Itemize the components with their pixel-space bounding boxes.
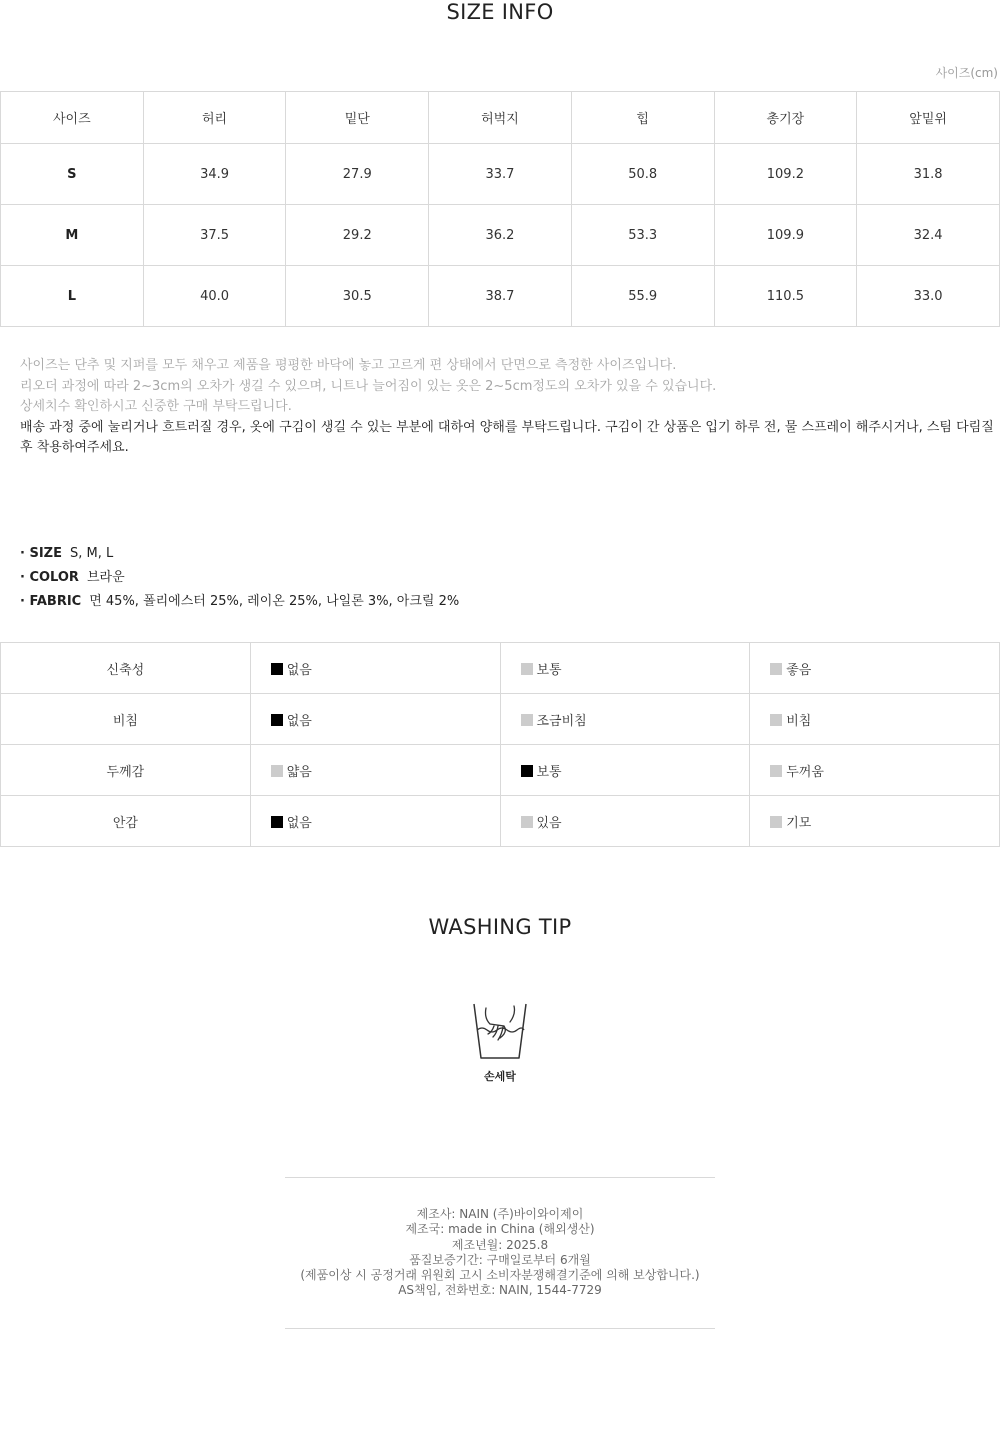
feel-option-label: 있음 [536, 815, 562, 831]
size-cell: M [1, 205, 144, 266]
measure-cell: 38.7 [429, 266, 572, 327]
spec-fabric [20, 590, 459, 614]
size-table-header: 앞밑위 [857, 92, 1000, 144]
size-table [0, 91, 1000, 327]
feel-option-label: 없음 [286, 662, 312, 678]
measure-cell: 34.9 [143, 144, 286, 205]
indicator-box-icon [521, 765, 533, 777]
size-table-header: 허리 [143, 92, 286, 144]
hand-wash-icon [470, 1000, 530, 1062]
size-table-header: 사이즈 [1, 92, 144, 144]
hand-wash-caption: 손세탁 [484, 1070, 516, 1083]
feel-option [500, 643, 750, 694]
spec-size [20, 542, 459, 566]
size-unit-label: 사이즈(cm) [935, 66, 998, 80]
feel-option [750, 694, 1000, 745]
indicator-box-icon [271, 714, 283, 726]
measure-cell: 55.9 [571, 266, 714, 327]
feel-row-stretch [1, 643, 1000, 694]
feel-option [500, 796, 750, 847]
feel-option [500, 745, 750, 796]
feel-row-thickness [1, 745, 1000, 796]
size-table-header: 밑단 [286, 92, 429, 144]
feel-option-label: 좋음 [786, 662, 812, 678]
feel-option-label: 얇음 [286, 764, 312, 780]
product-specs [20, 542, 459, 614]
feel-option [500, 694, 750, 745]
size-table-header-row [1, 92, 1000, 144]
manufacturer-line: 제조사: NAIN (주)바이와이제이 [416, 1207, 584, 1221]
size-table-row [1, 144, 1000, 205]
note-measure-method: 사이즈는 단추 및 지퍼를 모두 채우고 제품을 평평한 바닥에 놓고 고르게 편 상태에서 단면으로 측정한 사이즈입니다. [20, 358, 677, 373]
measure-cell: 53.3 [571, 205, 714, 266]
size-cell: L [1, 266, 144, 327]
indicator-box-icon [770, 816, 782, 828]
spec-size-label: · SIZE [20, 546, 62, 561]
size-table-row [1, 205, 1000, 266]
feel-row-label: 신축성 [1, 643, 251, 694]
indicator-box-icon [521, 663, 533, 675]
divider [285, 1328, 715, 1329]
spec-size-value: S, M, L [69, 546, 114, 561]
spec-fabric-value: 면 45%, 폴리에스터 25%, 레이온 25%, 나일론 3%, 아크릴 2% [89, 594, 460, 609]
feel-option-label: 기모 [786, 815, 812, 831]
spec-color-value: 브라운 [86, 570, 125, 585]
indicator-box-icon [271, 765, 283, 777]
size-notes [20, 356, 995, 459]
measure-cell: 109.9 [714, 205, 857, 266]
indicator-box-icon [770, 765, 782, 777]
spec-color [20, 566, 459, 590]
measure-cell: 32.4 [857, 205, 1000, 266]
measure-cell: 29.2 [286, 205, 429, 266]
size-table-header: 힙 [571, 92, 714, 144]
measure-cell: 27.9 [286, 144, 429, 205]
feel-option [250, 643, 500, 694]
size-cell: S [1, 144, 144, 205]
note-reorder-tolerance: 리오더 과정에 따라 2~3cm의 오차가 생길 수 있으며, 니트나 늘어짐이 있는 옷은 2~5cm정도의 오차가 있을 수 있습니다. [20, 378, 717, 394]
compensation-notice-line: (제품이상 시 공정거래 위원회 고시 소비자분쟁해결기준에 의해 보상합니다.) [300, 1268, 700, 1283]
measure-cell: 33.0 [857, 266, 1000, 327]
measure-cell: 50.8 [571, 144, 714, 205]
indicator-box-icon [770, 714, 782, 726]
feel-option [750, 745, 1000, 796]
spec-color-label: · COLOR [20, 570, 79, 585]
indicator-box-icon [271, 663, 283, 675]
measure-cell: 30.5 [286, 266, 429, 327]
feel-option [750, 796, 1000, 847]
indicator-box-icon [271, 816, 283, 828]
washing-tip-title: WASHING TIP [428, 915, 572, 939]
feel-option-label: 비침 [786, 713, 812, 729]
measure-cell: 33.7 [429, 144, 572, 205]
measure-cell: 31.8 [857, 144, 1000, 205]
country-line: 제조국: made in China (해외생산) [405, 1222, 595, 1237]
warranty-line: 품질보증기간: 구매일로부터 6개월 [409, 1252, 591, 1267]
indicator-box-icon [521, 816, 533, 828]
measure-cell: 110.5 [714, 266, 857, 327]
measure-cell: 40.0 [143, 266, 286, 327]
measure-cell: 37.5 [143, 205, 286, 266]
feel-option-label: 보통 [536, 662, 562, 678]
indicator-box-icon [521, 714, 533, 726]
note-check-size: 상세치수 확인하시고 신중한 구매 부탁드립니다. [20, 399, 292, 415]
feel-option [250, 796, 500, 847]
feel-option-label: 조금비침 [536, 713, 587, 729]
size-table-header: 총기장 [714, 92, 857, 144]
feel-row-label: 비침 [1, 694, 251, 745]
divider [285, 1177, 715, 1178]
feel-option-label: 보통 [536, 764, 562, 780]
feel-row-sheerness [1, 694, 1000, 745]
feel-option [250, 745, 500, 796]
note-shipping-wrinkle: 배송 과정 중에 눌리거나 흐트러질 경우, 옷에 구김이 생길 수 있는 부분에 대하여 양해를 부탁드립니다. 구김이 간 상품은 입기 하루 전, 물 스프레이 해주시거나, 스팀 다림질 후 착용하여주세요. [20, 419, 994, 456]
measure-cell: 36.2 [429, 205, 572, 266]
indicator-box-icon [770, 663, 782, 675]
feel-option-label: 없음 [286, 815, 312, 831]
measure-cell: 109.2 [714, 144, 857, 205]
fabric-feel-table [0, 642, 1000, 847]
feel-option-label: 두꺼움 [786, 764, 824, 780]
size-table-row [1, 266, 1000, 327]
size-table-header: 허벅지 [429, 92, 572, 144]
feel-option [750, 643, 1000, 694]
feel-row-label: 안감 [1, 796, 251, 847]
feel-option-label: 없음 [286, 713, 312, 729]
spec-fabric-label: · FABRIC [20, 594, 82, 609]
washing-tip [0, 1000, 1000, 1084]
feel-row-label: 두께감 [1, 745, 251, 796]
manufacture-date-line: 제조년월: 2025.8 [451, 1237, 549, 1252]
manufacturer-info [0, 1207, 1000, 1299]
feel-row-lining [1, 796, 1000, 847]
as-contact-line: AS책임, 전화번호: NAIN, 1544-7729 [398, 1283, 602, 1298]
size-info-title: SIZE INFO [446, 0, 554, 24]
feel-option [250, 694, 500, 745]
